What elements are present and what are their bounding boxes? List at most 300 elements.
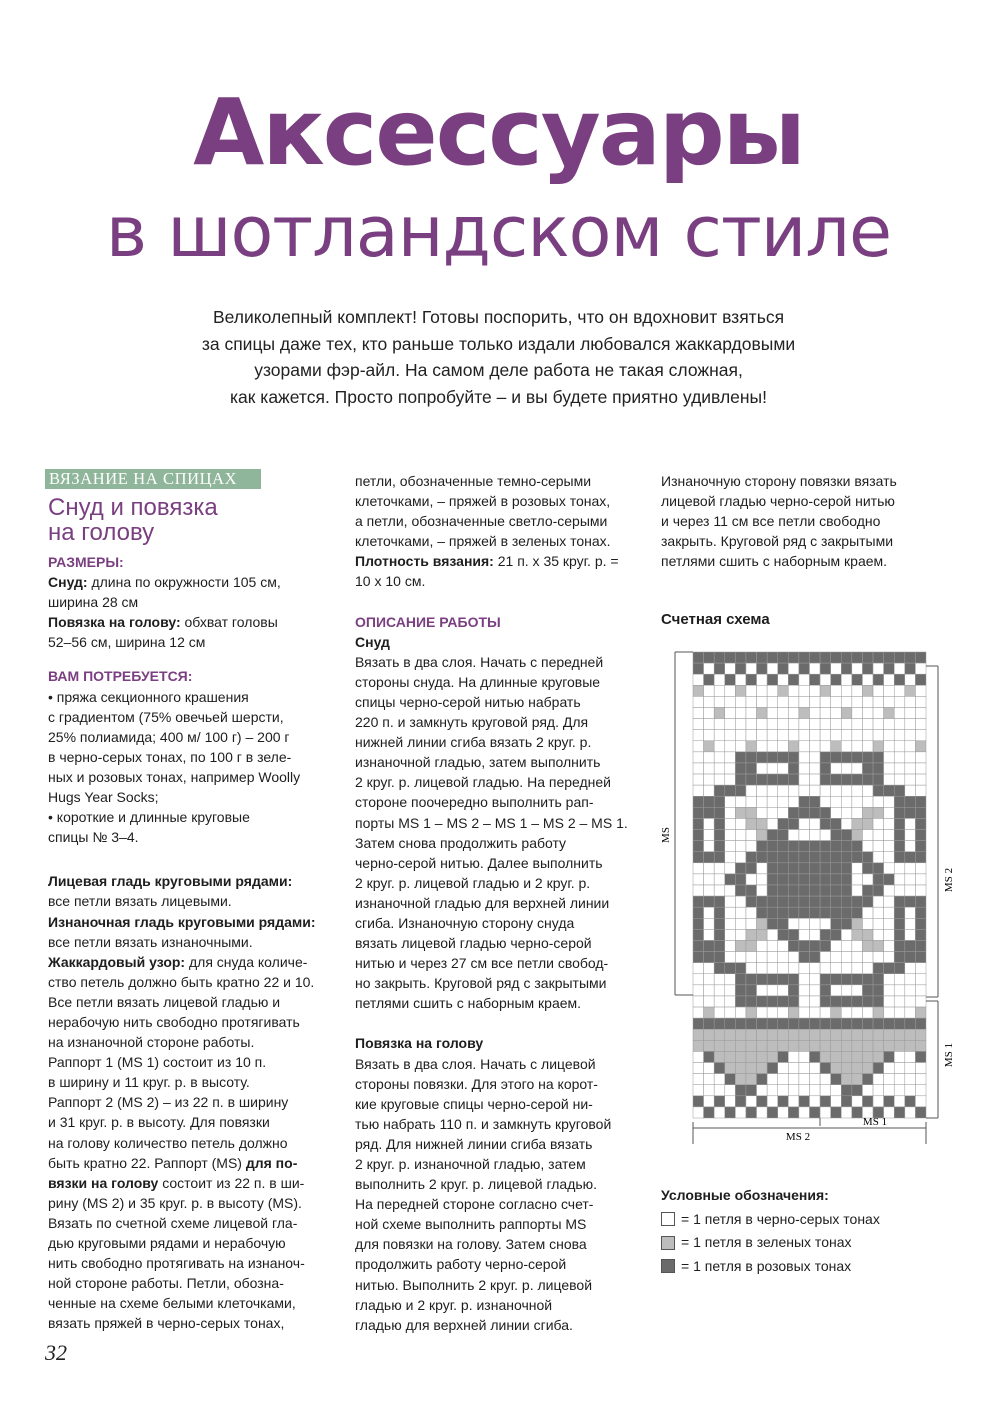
snood-line: 2 круг. р. лицевой гладью. На передней	[355, 774, 612, 791]
chart-cell	[778, 674, 789, 685]
legend-item	[661, 1231, 880, 1255]
chart-cell	[788, 1085, 799, 1096]
band-line: продолжить работу черно-серой	[355, 1256, 567, 1273]
chart-cell	[757, 830, 768, 841]
chart-cell	[778, 918, 789, 929]
chart-cell	[841, 1040, 852, 1051]
chart-cell	[841, 1051, 852, 1062]
chart-cell	[894, 918, 905, 929]
chart-cell	[746, 1107, 757, 1118]
chart-cell	[799, 674, 810, 685]
chart-cell	[714, 940, 725, 951]
chart-cell	[884, 841, 895, 852]
chart-cell	[862, 1096, 873, 1107]
chart-cell	[884, 996, 895, 1007]
chart-cell	[810, 841, 821, 852]
chart-cell	[905, 1107, 916, 1118]
chart-cell	[841, 752, 852, 763]
chart-cell	[852, 863, 863, 874]
chart-cell	[820, 929, 831, 940]
chart-cell	[831, 807, 842, 818]
chart-cell	[820, 918, 831, 929]
chart-cell	[693, 974, 704, 985]
chart-cell	[725, 1018, 736, 1029]
chart-cell	[852, 963, 863, 974]
chart-cell	[820, 863, 831, 874]
chart-cell	[841, 885, 852, 896]
chart-cell	[915, 696, 926, 707]
chart-cell	[852, 807, 863, 818]
chart-cell	[746, 907, 757, 918]
chart-cell	[693, 1007, 704, 1018]
chart-cell	[704, 674, 715, 685]
chart-cell	[725, 996, 736, 1007]
chart-cell	[735, 1007, 746, 1018]
chart-cell	[746, 996, 757, 1007]
chart-cell	[693, 752, 704, 763]
chart-cell	[735, 896, 746, 907]
chart-cell	[820, 907, 831, 918]
chart-cell	[852, 785, 863, 796]
chart-cell	[820, 719, 831, 730]
chart-cell	[757, 652, 768, 663]
chart-cell	[788, 896, 799, 907]
chart-cell	[714, 741, 725, 752]
chart-cell	[714, 1018, 725, 1029]
chart-cell	[788, 818, 799, 829]
chart-cell	[841, 974, 852, 985]
chart-cell	[862, 940, 873, 951]
chart-cell	[915, 785, 926, 796]
chart-cell	[778, 841, 789, 852]
chart-cell	[873, 663, 884, 674]
chart-cell	[873, 918, 884, 929]
chart-cell	[746, 940, 757, 951]
chart-cell	[693, 818, 704, 829]
chart-cell	[767, 874, 778, 885]
chart-cell	[873, 685, 884, 696]
chart-cell	[862, 974, 873, 985]
chart-cell	[841, 1018, 852, 1029]
chart-cell	[746, 885, 757, 896]
chart-cell	[841, 796, 852, 807]
snood-line: нижней линии сгиба вязать 2 круг. р.	[355, 734, 592, 751]
chart-cell	[894, 1107, 905, 1118]
snood-line: 220 п. и замкнуть круговой ряд. Для	[355, 714, 589, 731]
chart-cell	[746, 707, 757, 718]
chart-cell	[915, 1085, 926, 1096]
band-line: гладью и 2 круг. р. изнаночной	[355, 1296, 553, 1313]
chart-cell	[852, 1018, 863, 1029]
snood-line: вязать лицевой гладью черно-серой	[355, 935, 592, 952]
chart-cell	[884, 730, 895, 741]
chart-cell	[725, 974, 736, 985]
chart-cell	[915, 952, 926, 963]
materials-line: 25% полиамида; 400 м/ 100 г) – 200 г	[48, 728, 290, 745]
intro-line: узорами фэр-айл. На самом деле работа не такая сложная,	[254, 360, 743, 380]
chart-cell	[746, 841, 757, 852]
chart-cell	[905, 1029, 916, 1040]
chart-cell	[905, 652, 916, 663]
chart-cell	[820, 1096, 831, 1107]
chart-cell	[831, 719, 842, 730]
chart-cell	[831, 1007, 842, 1018]
chart-cell	[725, 929, 736, 940]
chart-cell	[831, 918, 842, 929]
chart-cell	[831, 929, 842, 940]
chart-cell	[841, 1107, 852, 1118]
chart-cell	[725, 907, 736, 918]
chart-cell	[884, 663, 895, 674]
chart-cell	[714, 1029, 725, 1040]
chart-cell	[894, 896, 905, 907]
chart-cell	[746, 918, 757, 929]
chart-cell	[884, 1029, 895, 1040]
chart-cell	[873, 940, 884, 951]
page-number: 32	[45, 1340, 67, 1365]
chart-cell	[725, 963, 736, 974]
chart-cell	[915, 1051, 926, 1062]
chart-cell	[714, 863, 725, 874]
chart-cell	[735, 674, 746, 685]
band-line: Вязать в два слоя. Начать с лицевой	[355, 1055, 596, 1072]
chart-cell	[862, 730, 873, 741]
chart-cell	[735, 652, 746, 663]
chart-cell	[735, 763, 746, 774]
chart-cell	[757, 885, 768, 896]
chart-cell	[757, 918, 768, 929]
chart-cell	[810, 918, 821, 929]
chart-cell	[693, 674, 704, 685]
chart-cell	[915, 940, 926, 951]
chart-cell	[757, 774, 768, 785]
chart-cell	[810, 818, 821, 829]
chart-cell	[894, 796, 905, 807]
snood-heading: Снуд	[355, 633, 390, 650]
chart-cell	[735, 1040, 746, 1051]
chart-label-ms: MS	[660, 827, 672, 843]
chart-cell	[767, 929, 778, 940]
chart-cell	[767, 1096, 778, 1107]
chart-cell	[788, 852, 799, 863]
chart-cell	[725, 830, 736, 841]
chart-cell	[735, 752, 746, 763]
chart-cell	[905, 730, 916, 741]
chart-cell	[725, 652, 736, 663]
chart-cell	[915, 830, 926, 841]
chart-cell	[810, 774, 821, 785]
chart-cell	[852, 1063, 863, 1074]
chart-cell	[873, 863, 884, 874]
chart-cell	[778, 818, 789, 829]
chart-cell	[873, 785, 884, 796]
chart-cell	[714, 663, 725, 674]
col2-line: клеточками, – пряжей в зеленых тонах.	[355, 533, 611, 550]
chart-cell	[852, 896, 863, 907]
schema-title: Счетная схема	[661, 611, 770, 628]
chart-cell	[767, 1051, 778, 1062]
chart-cell	[735, 841, 746, 852]
chart-cell	[799, 818, 810, 829]
chart-cell	[820, 1063, 831, 1074]
chart-cell	[746, 696, 757, 707]
chart-cell	[831, 707, 842, 718]
chart-cell	[788, 863, 799, 874]
chart-cell	[810, 852, 821, 863]
chart-cell	[746, 807, 757, 818]
chart-cell	[915, 1107, 926, 1118]
chart-cell	[905, 663, 916, 674]
chart-cell	[873, 885, 884, 896]
chart-cell	[841, 1029, 852, 1040]
chart-cell	[735, 940, 746, 951]
chart-cell	[778, 1007, 789, 1018]
chart-cell	[862, 1029, 873, 1040]
sizes-line: ширина 28 см	[48, 594, 139, 611]
intro-line: за спицы даже тех, кто раньше только издали любовался жаккардовыми	[201, 333, 796, 354]
chart-cell	[810, 1063, 821, 1074]
chart-cell	[884, 1063, 895, 1074]
chart-cell	[905, 885, 916, 896]
chart-cell	[841, 896, 852, 907]
band-line: 2 круг. р. изнаночной гладью, затем	[355, 1156, 586, 1172]
chart-cell	[915, 985, 926, 996]
chart-cell	[693, 1040, 704, 1051]
pattern-title-line: на голову	[48, 519, 155, 546]
chart-cell	[905, 796, 916, 807]
chart-cell	[810, 663, 821, 674]
chart-cell	[894, 929, 905, 940]
chart-cell	[725, 1007, 736, 1018]
chart-cell	[905, 996, 916, 1007]
materials-line: • пряжа секционного крашения	[48, 688, 249, 705]
chart-cell	[693, 796, 704, 807]
chart-cell	[862, 1007, 873, 1018]
chart-cell	[778, 985, 789, 996]
chart-cell	[714, 685, 725, 696]
materials-line: • короткие и длинные круговые	[48, 809, 250, 826]
chart-cell	[799, 1040, 810, 1051]
chart-cell	[884, 940, 895, 951]
chart-cell	[788, 918, 799, 929]
chart-label-ms2: MS 2	[785, 1131, 811, 1143]
chart-cell	[841, 907, 852, 918]
chart-cell	[778, 796, 789, 807]
chart-cell	[735, 863, 746, 874]
chart-cell	[767, 907, 778, 918]
chart-cell	[820, 940, 831, 951]
chart-cell	[862, 929, 873, 940]
chart-cell	[788, 752, 799, 763]
chart-cell	[905, 1040, 916, 1051]
chart-cell	[693, 929, 704, 940]
chart-cell	[905, 830, 916, 841]
chart-cell	[725, 730, 736, 741]
chart-cell	[820, 696, 831, 707]
chart-cell	[810, 963, 821, 974]
density-label: Плотность вязания:	[355, 553, 494, 570]
jacquard-line: Вязать по счетной схеме лицевой гла-	[48, 1214, 298, 1231]
chart-cell	[905, 918, 916, 929]
chart-cell	[884, 896, 895, 907]
chart-cell	[714, 1040, 725, 1051]
chart-cell	[704, 863, 715, 874]
chart-cell	[746, 1018, 757, 1029]
chart-cell	[799, 696, 810, 707]
chart-cell	[767, 1040, 778, 1051]
chart-cell	[767, 818, 778, 829]
chart-cell	[778, 974, 789, 985]
band-line: нитью. Выполнить 2 круг. р. лицевой	[355, 1276, 593, 1293]
chart-cell	[820, 1085, 831, 1096]
chart-cell	[799, 707, 810, 718]
chart-cell	[778, 1107, 789, 1118]
chart-cell	[852, 985, 863, 996]
chart-cell	[757, 763, 768, 774]
chart-cell	[894, 1074, 905, 1085]
snood-line: порты MS 1 – MS 2 – MS 1 – MS 2 – MS 1.	[355, 814, 628, 831]
chart-cell	[767, 1085, 778, 1096]
chart-cell	[894, 907, 905, 918]
chart-cell	[725, 1040, 736, 1051]
chart-cell	[894, 1007, 905, 1018]
chart-cell	[746, 774, 757, 785]
chart-cell	[778, 952, 789, 963]
chart-cell	[735, 1107, 746, 1118]
chart-cell	[831, 730, 842, 741]
chart-cell	[841, 940, 852, 951]
chart-cell	[788, 741, 799, 752]
chart-cell	[799, 907, 810, 918]
legend-item	[661, 1208, 880, 1232]
chart-cell	[767, 952, 778, 963]
chart-cell	[725, 763, 736, 774]
chart-cell	[788, 841, 799, 852]
chart-cell	[820, 996, 831, 1007]
chart-cell	[714, 818, 725, 829]
chart-cell	[693, 1074, 704, 1085]
chart-cell	[862, 707, 873, 718]
chart-cell	[852, 1051, 863, 1062]
chart-cell	[757, 940, 768, 951]
chart-cell	[810, 685, 821, 696]
chart-cell	[905, 807, 916, 818]
legend-title: Условные обозначения:	[661, 1187, 829, 1203]
chart-cell	[831, 996, 842, 1007]
chart-cell	[704, 774, 715, 785]
chart-cell	[841, 741, 852, 752]
chart-cell	[831, 907, 842, 918]
chart-cell	[725, 852, 736, 863]
chart-cell	[799, 929, 810, 940]
chart-cell	[831, 752, 842, 763]
chart-cell	[767, 852, 778, 863]
chart-cell	[873, 1040, 884, 1051]
chart-cell	[852, 1096, 863, 1107]
chart-cell	[905, 1074, 916, 1085]
chart-cell	[884, 1018, 895, 1029]
chart-cell	[778, 763, 789, 774]
chart-cell	[915, 652, 926, 663]
chart-cell	[915, 807, 926, 818]
chart-cell	[905, 674, 916, 685]
chart-cell	[704, 696, 715, 707]
chart-cell	[714, 929, 725, 940]
chart-cell	[820, 874, 831, 885]
chart-cell	[704, 818, 715, 829]
chart-cell	[884, 741, 895, 752]
chart-cell	[862, 741, 873, 752]
chart-cell	[810, 985, 821, 996]
chart-cell	[862, 852, 873, 863]
chart-cell	[831, 940, 842, 951]
chart-cell	[714, 996, 725, 1007]
chart-cell	[735, 985, 746, 996]
chart-cell	[862, 830, 873, 841]
chart-cell	[693, 1085, 704, 1096]
chart-cell	[788, 785, 799, 796]
chart-cell	[884, 852, 895, 863]
chart-cell	[862, 652, 873, 663]
jacquard-line: ной стороне работы. Петли, обозна-	[48, 1275, 284, 1292]
chart-cell	[873, 1063, 884, 1074]
chart-cell	[873, 752, 884, 763]
chart-cell	[841, 707, 852, 718]
chart-cell	[746, 763, 757, 774]
chart-cell	[841, 841, 852, 852]
chart-cell	[810, 1040, 821, 1051]
chart-cell	[884, 907, 895, 918]
section-label: ВЯЗАНИЕ НА СПИЦАХ	[45, 469, 261, 489]
chart-cell	[704, 1096, 715, 1107]
chart-cell	[852, 674, 863, 685]
chart-cell	[746, 730, 757, 741]
materials-line: в черно-серых тонах, по 100 г в зеле-	[48, 748, 292, 765]
chart-cell	[905, 696, 916, 707]
chart-cell	[884, 863, 895, 874]
chart-cell	[757, 752, 768, 763]
chart-cell	[873, 1085, 884, 1096]
chart-cell	[810, 907, 821, 918]
chart-cell	[778, 940, 789, 951]
chart-cell	[746, 1085, 757, 1096]
chart-cell	[735, 885, 746, 896]
chart-cell	[746, 874, 757, 885]
chart-cell	[831, 1063, 842, 1074]
intro-line: Великолепный комплект! Готовы поспорить, что он вдохновит взяться	[212, 307, 785, 327]
chart-cell	[693, 707, 704, 718]
chart-cell	[852, 885, 863, 896]
chart-cell	[778, 807, 789, 818]
chart-cell	[873, 1096, 884, 1107]
chart-cell	[725, 741, 736, 752]
chart-cell	[810, 652, 821, 663]
jacquard-line: нить свободно протягивать на изнаноч-	[48, 1255, 305, 1272]
chart-cell	[799, 940, 810, 951]
chart-cell	[725, 885, 736, 896]
chart-cell	[704, 1074, 715, 1085]
chart-cell	[788, 796, 799, 807]
chart-cell	[862, 963, 873, 974]
chart-cell	[725, 918, 736, 929]
chart-cell	[894, 974, 905, 985]
chart-cell	[915, 1096, 926, 1107]
chart-cell	[693, 807, 704, 818]
chart-cell	[831, 1018, 842, 1029]
chart-cell	[915, 863, 926, 874]
chart-cell	[704, 663, 715, 674]
chart-cell	[915, 885, 926, 896]
